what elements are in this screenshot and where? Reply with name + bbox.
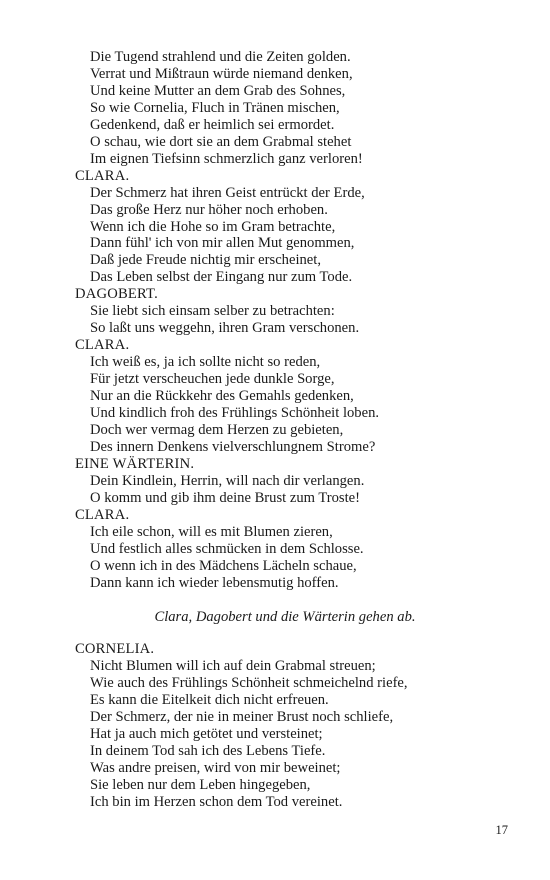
verse-line: Gedenkend, daß er heimlich sei ermordet. — [90, 116, 335, 133]
speaker-name: DAGOBERT. — [75, 286, 158, 303]
speaker-name: CLARA. — [75, 337, 130, 354]
verse-line: Im eignen Tiefsinn schmerzlich ganz verloren! — [90, 150, 363, 167]
verse-line: Wenn ich die Hohe so im Gram betrachte, — [90, 218, 336, 235]
verse-line: Nicht Blumen will ich auf dein Grabmal streuen; — [90, 658, 376, 675]
verse-line: Wie auch des Frühlings Schönheit schmeichelnd riefe, — [90, 675, 408, 692]
verse-line: So laßt uns weggehn, ihren Gram verschonen. — [90, 320, 360, 337]
verse-line: Die Tugend strahlend und die Zeiten golden. — [90, 49, 351, 65]
page-number: 17 — [495, 823, 508, 837]
verse-line: Das große Herz nur höher noch erhoben. — [90, 201, 328, 218]
verse-line: Es kann die Eitelkeit dich nicht erfreuen. — [90, 692, 329, 709]
verse-line: Nur an die Rückkehr des Gemahls gedenken, — [90, 388, 354, 405]
verse-line: In deinem Tod sah ich des Lebens Tiefe. — [90, 743, 326, 760]
verse-line: So wie Cornelia, Fluch in Tränen mischen, — [90, 99, 340, 116]
verse-line: Und keine Mutter an dem Grab des Sohnes, — [90, 82, 346, 99]
speech-dagobert — [75, 286, 495, 337]
verse-section-opening — [75, 49, 495, 168]
stage-direction: Clara, Dagobert und die Wärterin gehen ab. — [154, 608, 416, 625]
spacer — [75, 592, 495, 609]
verse-line: Und kindlich froh des Frühlings Schönheit loben. — [90, 405, 380, 422]
verse-line: Der Schmerz hat ihren Geist entrückt der Erde, — [90, 184, 365, 201]
speaker-name: CORNELIA. — [75, 641, 155, 658]
verse-line: Sie liebt sich einsam selber zu betrachten: — [90, 303, 335, 320]
verse-line: Doch wer vermag dem Herzen zu gebieten, — [90, 421, 344, 438]
verse-line: Und festlich alles schmücken in dem Schlosse. — [90, 540, 364, 557]
verse-line: Ich weiß es, ja ich sollte nicht so reden, — [90, 354, 321, 371]
speech-clara-2 — [75, 337, 495, 456]
verse-line: Ich eile schon, will es mit Blumen zieren, — [90, 523, 333, 540]
speech-clara-3 — [75, 507, 495, 592]
verse-line: Daß jede Freude nichtig mir erscheinet, — [90, 252, 321, 269]
speaker-name: CLARA. — [75, 506, 130, 523]
verse-line: O schau, wie dort sie an dem Grabmal stehet — [90, 133, 352, 150]
speaker-name: EINE WÄRTERIN. — [75, 455, 195, 472]
drama-text — [75, 49, 495, 811]
verse-line: O wenn ich in des Mädchens Lächeln schaue, — [90, 557, 357, 574]
speech-waerterin — [75, 456, 495, 507]
verse-line: Verrat und Mißtraun würde niemand denken, — [90, 65, 353, 82]
verse-line: Dann fühl' ich von mir allen Mut genommen, — [90, 235, 355, 252]
verse-line: Hat ja auch mich getötet und versteinet; — [90, 726, 323, 743]
verse-line: Was andre preisen, wird von mir beweinet; — [90, 760, 341, 777]
verse-line: O komm und gib ihm deine Brust zum Troste! — [90, 489, 360, 506]
speech-cornelia — [75, 641, 495, 811]
spacer — [75, 625, 495, 641]
verse-line: Des innern Denkens vielverschlungnem Strome? — [90, 438, 376, 455]
verse-line: Ich bin im Herzen schon dem Tod vereinet. — [90, 794, 343, 811]
verse-line: Der Schmerz, der nie in meiner Brust noch schliefe, — [90, 709, 394, 726]
verse-line: Dann kann ich wieder lebensmutig hoffen. — [90, 574, 339, 591]
verse-line: Dein Kindlein, Herrin, will nach dir verlangen. — [90, 472, 365, 489]
verse-line: Für jetzt verscheuchen jede dunkle Sorge, — [90, 371, 335, 388]
speech-clara-1 — [75, 168, 495, 287]
verse-line: Das Leben selbst der Eingang nur zum Tode. — [90, 269, 353, 286]
verse-line: Sie leben nur dem Leben hingegeben, — [90, 777, 311, 794]
speaker-name: CLARA. — [75, 167, 130, 184]
